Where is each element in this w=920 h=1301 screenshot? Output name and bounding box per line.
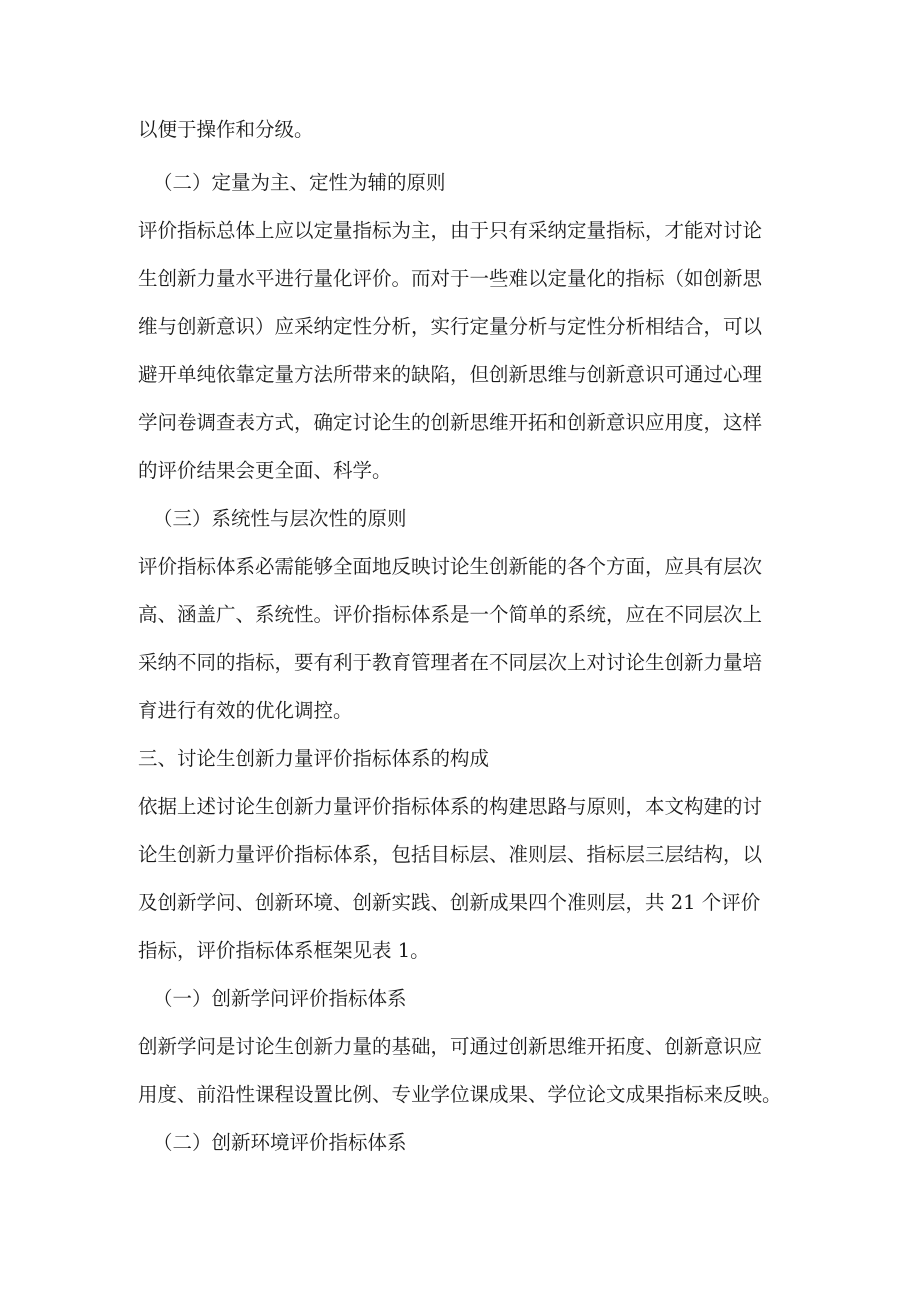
text-line: 评价指标总体上应以定量指标为主，由于只有采纳定量指标，才能对讨论 [138, 219, 763, 242]
section-heading: （三）系统性与层次性的原则 [153, 507, 407, 530]
text-line: 采纳不同的指标，要有利于教育管理者在不同层次上对讨论生创新力量培 [138, 651, 763, 674]
text-line: 评价指标体系必需能够全面地反映讨论生创新能的各个方面，应具有层次 [138, 555, 763, 578]
section-heading: （一）创新学问评价指标体系 [153, 987, 407, 1010]
text-line: 用度、前沿性课程设置比例、专业学位课成果、学位论文成果指标来反映。 [138, 1083, 782, 1106]
text-line: 及创新学问、创新环境、创新实践、创新成果四个准则层，共 21 个评价 [138, 891, 761, 914]
text-line: 高、涵盖广、系统性。评价指标体系是一个简单的系统，应在不同层次上 [138, 603, 763, 626]
text-line: 避开单纯依靠定量方法所带来的缺陷，但创新思维与创新意识可通过心理 [138, 363, 763, 386]
text-line: 维与创新意识）应采纳定性分析，实行定量分析与定性分析相结合，可以 [138, 315, 763, 338]
section-heading: （二）创新环境评价指标体系 [153, 1131, 407, 1154]
text-line: 的评价结果会更全面、科学。 [138, 459, 392, 482]
text-line: 指标，评价指标体系框架见表 1。 [138, 939, 430, 962]
text-line: 学问卷调查表方式，确定讨论生的创新思维开拓和创新意识应用度，这样 [138, 411, 763, 434]
chapter-heading: 三、讨论生创新力量评价指标体系的构成 [138, 747, 490, 770]
section-heading: （二）定量为主、定性为辅的原则 [153, 171, 446, 194]
text-line: 依据上述讨论生创新力量评价指标体系的构建思路与原则，本文构建的讨 [138, 795, 763, 818]
text-line: 生创新力量水平进行量化评价。而对于一些难以定量化的指标（如创新思 [138, 267, 763, 290]
text-line: 创新学问是讨论生创新力量的基础，可通过创新思维开拓度、创新意识应 [138, 1035, 763, 1058]
text-line: 论生创新力量评价指标体系，包括目标层、准则层、指标层三层结构，以 [138, 843, 763, 866]
text-line: 育进行有效的优化调控。 [138, 699, 353, 722]
text-line: 以便于操作和分级。 [138, 118, 314, 141]
